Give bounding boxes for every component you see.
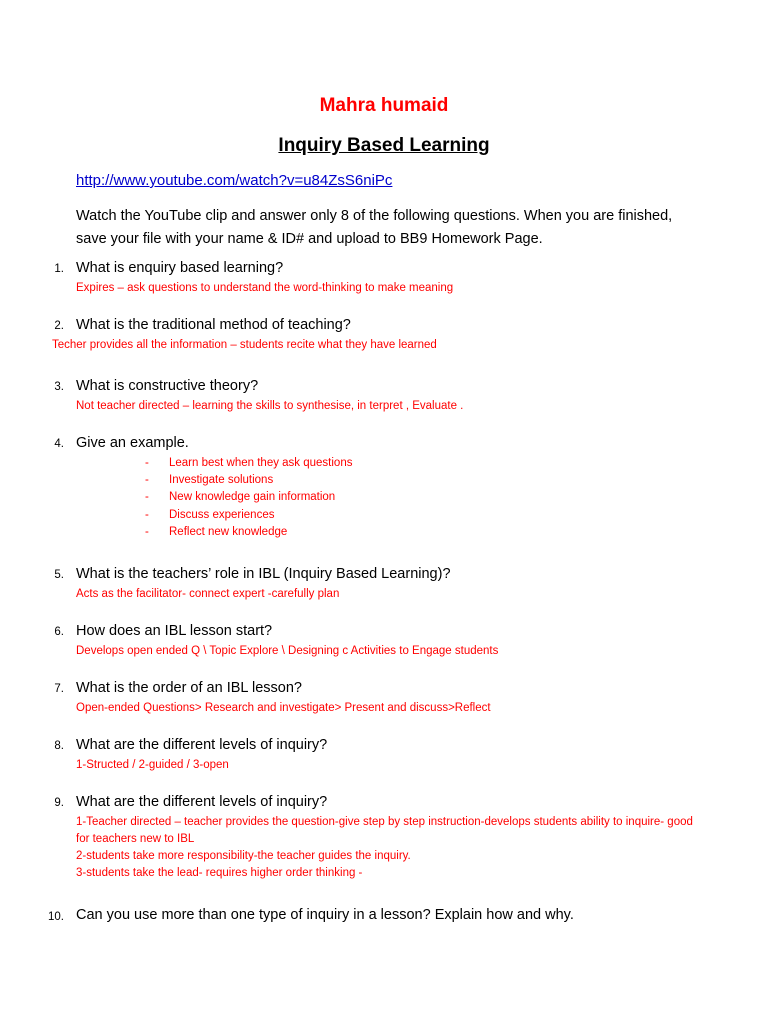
bullet-item: - Learn best when they ask questions [145,457,353,469]
question-number: 8. [54,740,64,752]
question-text: What are the different levels of inquiry? [76,794,328,810]
question-number: 6. [54,626,64,638]
answer-text: Acts as the facilitator- connect expert -carefully plan [76,588,340,600]
student-name: Mahra humaid [319,95,449,116]
bullet-item: - New knowledge gain information [145,491,336,503]
question-text: Give an example. [76,435,189,451]
answer-text: Expires – ask questions to understand the word-thinking to make meaning [76,282,454,294]
youtube-link[interactable]: http://www.youtube.com/watch?v=u84ZsS6niPc [76,172,393,189]
question-number: 1. [54,263,64,275]
answer-text: Develops open ended Q \ Topic Explore \ Designing c Activities to Engage students [76,645,499,657]
question-text: What is enquiry based learning? [76,260,284,276]
bullet-item: - Reflect new knowledge [145,526,288,538]
question-number: 9. [54,797,64,809]
question-number: 3. [54,381,64,393]
question-text: Can you use more than one type of inquiry in a lesson? Explain how and why. [76,907,574,923]
question-text: What is the order of an IBL lesson? [76,680,302,696]
page-title: Inquiry Based Learning [278,135,490,156]
question-text: What is the teachers’ role in IBL (Inquiry Based Learning)? [76,566,451,582]
answer-text: Not teacher directed – learning the skills to synthesise, in terpret , Evaluate . [76,400,464,412]
bullet-item: - Investigate solutions [145,474,274,486]
question-text: What is the traditional method of teaching? [76,317,351,333]
instructions-text: Watch the YouTube clip and answer only 8 of the following questions. When you are finished, save your file with your name & ID# and upload to BB9 Homework Page. [76,208,673,247]
answer-text: 2-students take more responsibility-the teacher guides the inquiry. [76,850,411,862]
question-number: 2. [54,320,64,332]
answer-text: Open-ended Questions> Research and investigate> Present and discuss>Reflect [76,702,491,714]
answer-text: Techer provides all the information – students recite what they have learned [52,339,437,351]
question-number: 7. [54,683,64,695]
question-number: 4. [54,438,64,450]
question-text: What are the different levels of inquiry? [76,737,328,753]
question-number: 10. [48,911,64,923]
bullet-item: - Discuss experiences [145,509,275,521]
answer-text: 1-Teacher directed – teacher provides the question-give step by step instruction-develops students ability to inquire- good for teachers new to IBL [76,816,693,845]
answer-text: 3-students take the lead- requires higher order thinking - [76,867,363,879]
question-number: 5. [54,569,64,581]
question-text: How does an IBL lesson start? [76,623,273,639]
answer-text: 1-Structed / 2-guided / 3-open [76,759,229,771]
question-text: What is constructive theory? [76,378,259,394]
